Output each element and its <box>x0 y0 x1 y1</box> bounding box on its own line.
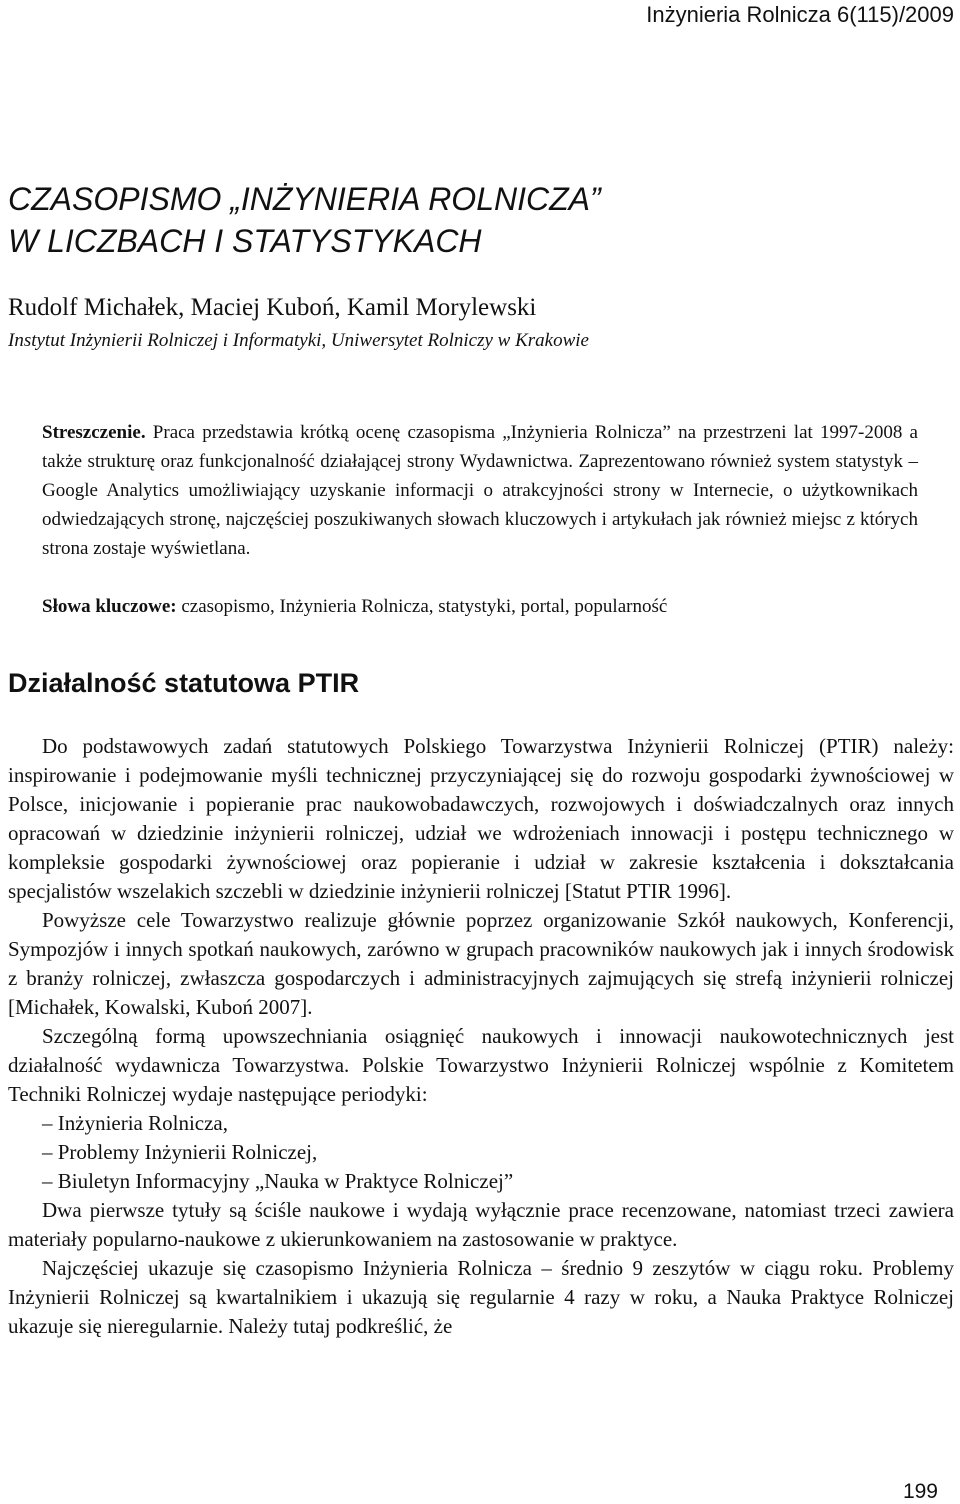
paragraph: Do podstawowych zadań statutowych Polskiego Towarzystwa Inżynierii Rolniczej (PTIR) należy: inspirowanie i podejmowanie myśli technicznej przyczyniającej się do rozwoju gospodarki żywnościowej w Polsce, inicjowanie i popieranie prac naukowobadawczych, rozwojowych i doświadczalnych oraz innych opracowań w dziedzinie inżynierii rolniczej, udział we wdrożeniach innowacji i postępu technicznego w kompleksie gospodarki żywnościowej oraz popieranie i udział w zakresie kształcenia i dokształcania specjalistów wszelakich szczebli w dziedzinie inżynierii rolniczej [Statut PTIR 1996]. <box>8 734 954 903</box>
paragraph: Najczęściej ukazuje się czasopismo Inżynieria Rolnicza – średnio 9 zeszytów w ciągu roku. Problemy Inżynierii Rolniczej są kwartalnikiem i ukazują się regularnie 4 razy w roku, a Nauka Praktyce Rolniczej ukazuje się nieregularnie. Należy tutaj podkreślić, że <box>8 1256 954 1338</box>
paragraph: Dwa pierwsze tytuły są ściśle naukowe i wydają wyłącznie prace recenzowane, natomiast trzeci zawiera materiały popularno-naukowe z ukierunkowaniem na zastosowanie w praktyce. <box>8 1198 954 1251</box>
abstract-label: Streszczenie. <box>42 422 146 443</box>
keywords-label: Słowa kluczowe: <box>42 596 177 617</box>
affiliation: Instytut Inżynierii Rolniczej i Informatyki, Uniwersytet Rolniczy w Krakowie <box>8 330 589 351</box>
body-text <box>8 732 954 1341</box>
running-head: Inżynieria Rolnicza 6(115)/2009 <box>646 2 954 27</box>
article-title <box>8 178 948 262</box>
abstract-text: Praca przedstawia krótką ocenę czasopisma „Inżynieria Rolnicza” na przestrzeni lat 1997-2008 a także strukturę oraz funkcjonalność działającej strony Wydawnictwa. Zaprezentowano również system statystyk – Google Analytics umożliwiający uzyskanie informacji o atrakcyjności strony w Internecie, o użytkownikach odwiedzających stronę, najczęściej poszukiwanych słowach kluczowych i artykułach jak również miejsc z których strona zostaje wyświetlana. <box>42 422 918 559</box>
list-item: – Problemy Inżynierii Rolniczej, <box>42 1140 318 1164</box>
list-item: – Biuletyn Informacyjny „Nauka w Praktyce Rolniczej” <box>42 1169 514 1193</box>
authors: Rudolf Michałek, Maciej Kuboń, Kamil Morylewski <box>8 294 537 321</box>
abstract <box>42 418 918 563</box>
title-line-2: W LICZBACH I STATYSTYKACH <box>8 223 482 259</box>
section-heading: Działalność statutowa PTIR <box>8 668 360 698</box>
paragraph: Powyższe cele Towarzystwo realizuje głównie poprzez organizowanie Szkół naukowych, Konferencji, Sympozjów i innych spotkań naukowych, zarówno w grupach pracowników naukowych jak i innych środowisk z branży rolniczej, zwłaszcza gospodarczych i administracyjnych zajmujących się strefą inżynierii rolniczej [Michałek, Kowalski, Kuboń 2007]. <box>8 908 954 1019</box>
list-item: – Inżynieria Rolnicza, <box>42 1111 229 1135</box>
page-number: 199 <box>902 1480 938 1503</box>
keywords-text: czasopismo, Inżynieria Rolnicza, statystyki, portal, popularność <box>176 596 668 617</box>
title-line-1: CZASOPISMO „INŻYNIERIA ROLNICZA” <box>8 181 601 217</box>
paragraph: Szczególną formą upowszechniania osiągnięć naukowych i innowacji naukowotechnicznych jest działalność wydawnicza Towarzystwa. Polskie Towarzystwo Inżynierii Rolniczej wspólnie z Komitetem Techniki Rolniczej wydaje następujące periodyki: <box>8 1024 954 1106</box>
keywords <box>42 592 918 621</box>
periodicals-list <box>8 1109 954 1196</box>
